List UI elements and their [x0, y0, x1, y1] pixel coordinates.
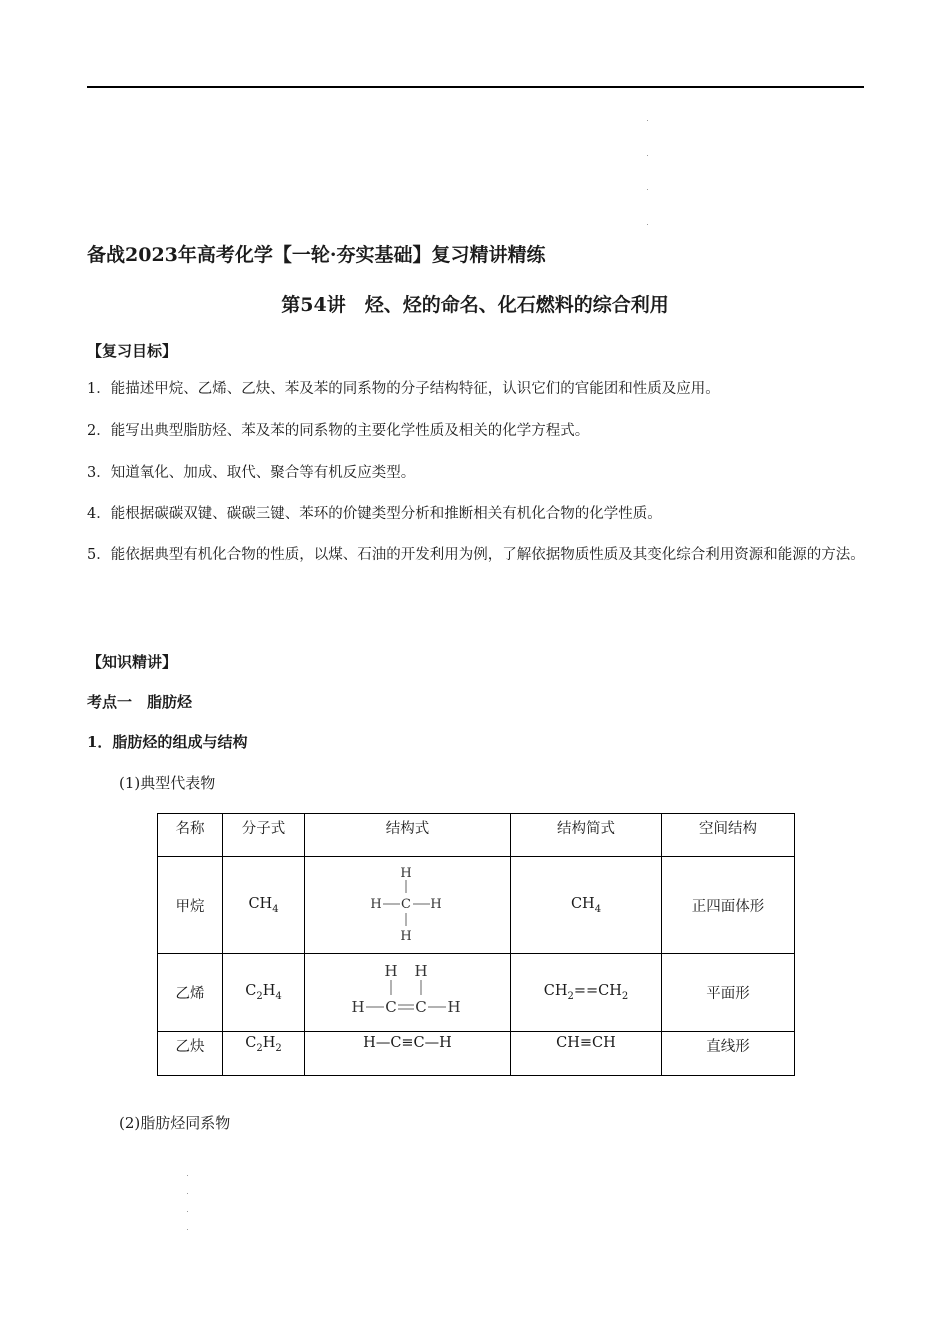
scan-dot [647, 224, 648, 225]
header-cell-formula: 分子式 [223, 814, 305, 857]
goal-item-3: 3．知道氧化、加成、取代、聚合等有机反应类型。 [87, 465, 416, 481]
knowledge-heading: 【知识精讲】 [87, 653, 178, 671]
point-title: 考点一 脂肪烃 [87, 693, 193, 711]
scan-dot [187, 1229, 188, 1230]
header-rule [87, 86, 864, 88]
document-title: 备战2023年高考化学【一轮·夯实基础】复习精讲精练 [87, 244, 546, 266]
goal-item-1: 1．能描述甲烷、乙烯、乙炔、苯及苯的同系物的分子结构特征，认识它们的官能团和性质及应用。 [87, 381, 720, 397]
scan-dot [187, 1193, 188, 1194]
cell-condensed: CH≡CH [511, 1032, 662, 1076]
subsection-representatives: (1)典型代表物 [119, 774, 216, 792]
cell-shape: 直线形 [662, 1032, 795, 1076]
goal-item-5: 5．能依据典型有机化合物的性质，以煤、石油的开发利用为例，了解依据物质性质及其变化综合利用资源和能源的方法。 [87, 547, 865, 563]
cell-shape: 平面形 [662, 954, 795, 1032]
cell-shape: 正四面体形 [662, 857, 795, 954]
svg-text:H: H [429, 897, 442, 912]
svg-text:C: C [384, 997, 397, 1016]
svg-text:C: C [400, 897, 411, 912]
scan-dot [647, 189, 648, 190]
cell-structural-ethylene [305, 954, 511, 1032]
subsection-homologs: (2)脂肪烃同系物 [119, 1114, 231, 1132]
hydrocarbon-table [157, 813, 795, 1076]
cell-condensed: $CH_2==CH_2$ [511, 954, 662, 1032]
cell-name: 甲烷 [158, 857, 223, 954]
cell-formula: $CH_4$ [223, 857, 305, 954]
svg-text:H: H [383, 961, 398, 980]
cell-structural-acetylene: H—C≡C—H [305, 1032, 511, 1076]
svg-text:H: H [399, 929, 412, 944]
table-row [158, 954, 795, 1032]
scan-dot [187, 1175, 188, 1176]
section-title: 1．脂肪烃的组成与结构 [87, 733, 248, 751]
table-header-row [158, 814, 795, 857]
svg-text:C: C [414, 997, 427, 1016]
svg-text:H: H [350, 997, 365, 1016]
scan-dot [647, 155, 648, 156]
svg-text:H: H [446, 997, 461, 1016]
cell-name: 乙炔 [158, 1032, 223, 1076]
table-row [158, 857, 795, 954]
header-cell-condensed: 结构简式 [511, 814, 662, 857]
goal-item-2: 2．能写出典型脂肪烃、苯及苯的同系物的主要化学性质及相关的化学方程式。 [87, 423, 590, 439]
goal-item-4: 4．能根据碳碳双键、碳碳三键、苯环的价键类型分析和推断相关有机化合物的化学性质。 [87, 506, 662, 522]
cell-condensed: $CH_4$ [511, 857, 662, 954]
methane-structure [363, 863, 453, 947]
scan-dot [647, 120, 648, 121]
cell-formula: $C_2H_4$ [223, 954, 305, 1032]
cell-name: 乙烯 [158, 954, 223, 1032]
scan-dot [187, 1211, 188, 1212]
svg-text:H: H [399, 866, 412, 881]
lecture-title: 第54讲 烃、烃的命名、化石燃料的综合利用 [281, 294, 669, 316]
header-cell-name: 名称 [158, 814, 223, 857]
review-goals-heading: 【复习目标】 [87, 342, 178, 360]
table-row [158, 1032, 795, 1076]
svg-text:H: H [413, 961, 428, 980]
svg-text:H: H [369, 897, 382, 912]
ethylene-structure [348, 960, 468, 1026]
cell-formula: $C_2H_2$ [223, 1032, 305, 1076]
cell-structural-methane [305, 857, 511, 954]
header-cell-shape: 空间结构 [662, 814, 795, 857]
header-cell-structural: 结构式 [305, 814, 511, 857]
